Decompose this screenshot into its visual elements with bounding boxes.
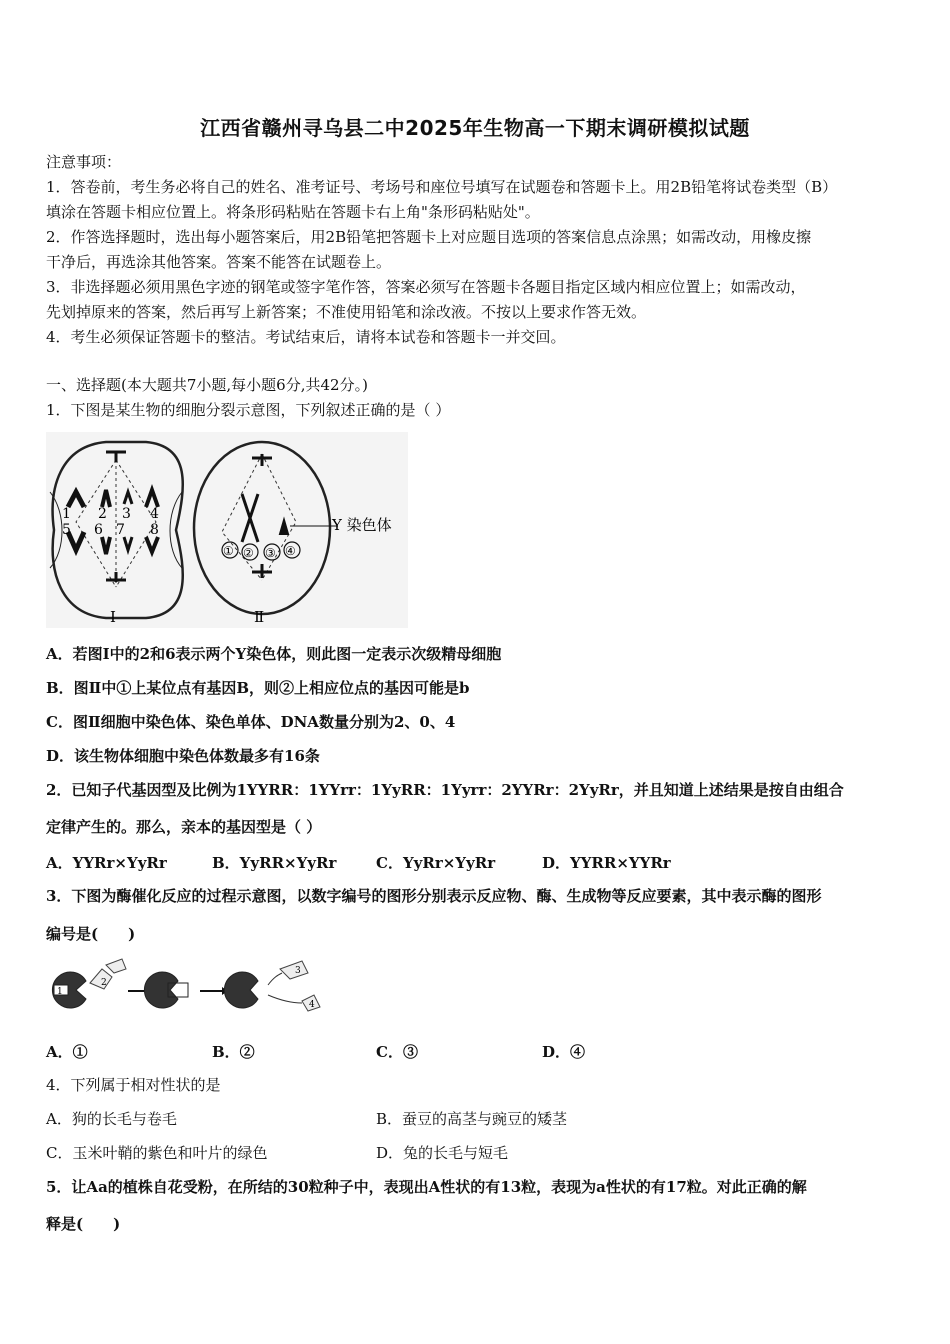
fig-label-II: Ⅱ bbox=[254, 608, 265, 626]
q1-option-c[interactable]: C．图Ⅱ细胞中染色体、染色单体、DNA数量分别为2、0、4 bbox=[46, 713, 456, 731]
notice-line: 4．考生必须保证答题卡的整洁。考试结束后，请将本试卷和答题卡一并交回。 bbox=[46, 328, 566, 346]
notice-line: 2．作答选择题时，选出每小题答案后，用2B铅笔把答题卡上对应题目选项的答案信息点涂黑；如需改动，用橡皮擦 bbox=[46, 228, 812, 246]
q3-option-d[interactable]: D．④ bbox=[542, 1043, 586, 1061]
q1-option-a[interactable]: A．若图Ⅰ中的2和6表示两个Y染色体，则此图一定表示次级精母细胞 bbox=[46, 645, 502, 663]
q5-stem-line2: 释是( ) bbox=[46, 1215, 121, 1233]
q1-stem: 1．下图是某生物的细胞分裂示意图，下列叙述正确的是（ ） bbox=[46, 401, 451, 419]
q2-stem-line1: 2．已知子代基因型及比例为1YYRR：1YYrr：1YyRR：1Yyrr：2YYRr：2YyRr，并且知道上述结果是按自由组合 bbox=[46, 781, 844, 799]
fig-number: 3 bbox=[122, 506, 131, 522]
q1-option-b[interactable]: B．图Ⅱ中①上某位点有基因B，则②上相应位点的基因可能是b bbox=[46, 679, 470, 697]
q2-option-d[interactable]: D．YYRR×YYRr bbox=[542, 854, 671, 872]
fig-circle-3: ③ bbox=[265, 546, 276, 560]
notice-line: 填涂在答题卡相应位置上。将条形码粘贴在答题卡右上角"条形码粘贴处"。 bbox=[46, 203, 540, 221]
q4-option-b[interactable]: B．蚕豆的高茎与豌豆的矮茎 bbox=[376, 1110, 568, 1128]
q2-option-b[interactable]: B．YyRR×YyRr bbox=[212, 854, 337, 872]
notice-line: 干净后，再选涂其他答案。答案不能答在试题卷上。 bbox=[46, 253, 392, 271]
q4-option-a[interactable]: A．狗的长毛与卷毛 bbox=[46, 1110, 177, 1128]
notice-line: 先划掉原来的答案，然后再写上新答案；不准使用铅笔和涂改液。不按以上要求作答无效。 bbox=[46, 303, 647, 321]
fig-label-I: Ⅰ bbox=[110, 608, 116, 626]
fig-circle-2: ② bbox=[243, 546, 254, 560]
q4-option-d[interactable]: D．兔的长毛与短毛 bbox=[376, 1144, 509, 1162]
fig-number: 3 bbox=[295, 966, 301, 976]
notice-heading: 注意事项： bbox=[46, 153, 122, 171]
enzyme-reaction-figure bbox=[46, 955, 331, 1020]
q5-stem-line1: 5．让Aa的植株自花受粉，在所结的30粒种子中，表现出A性状的有13粒，表现为a性状的有17粒。对此正确的解 bbox=[46, 1178, 807, 1196]
fig-number: 1 bbox=[57, 987, 63, 997]
notice-line: 1．答卷前，考生务必将自己的姓名、准考证号、考场号和座位号填写在试题卷和答题卡上。用2B铅笔将试卷类型（B） bbox=[46, 178, 838, 196]
fig-number: 6 bbox=[94, 522, 103, 538]
q4-stem: 4．下列属于相对性状的是 bbox=[46, 1076, 221, 1094]
fig-number: 2 bbox=[98, 506, 107, 522]
fig-number: 7 bbox=[116, 522, 125, 538]
q2-option-a[interactable]: A．YYRr×YyRr bbox=[46, 854, 167, 872]
page-title: 江西省赣州寻乌县二中2025年生物高一下期末调研模拟试题 bbox=[200, 116, 750, 140]
notice-line: 3．非选择题必须用黑色字迹的钢笔或签字笔作答，答案必须写在答题卡各题目指定区域内相应位置上；如需改动， bbox=[46, 278, 806, 296]
q1-option-d[interactable]: D．该生物体细胞中染色体数最多有16条 bbox=[46, 747, 320, 765]
section-heading: 一、选择题(本大题共7小题,每小题6分,共42分。) bbox=[46, 376, 368, 394]
fig-y-label: Y 染色体 bbox=[332, 516, 392, 534]
q2-stem-line2: 定律产生的。那么，亲本的基因型是（ ） bbox=[46, 818, 322, 836]
q3-option-a[interactable]: A．① bbox=[46, 1043, 88, 1061]
fig-circle-4: ④ bbox=[285, 544, 296, 558]
q2-option-c[interactable]: C．YyRr×YyRr bbox=[376, 854, 496, 872]
fig-number: 5 bbox=[62, 522, 71, 538]
q3-stem-line2: 编号是( ) bbox=[46, 925, 136, 943]
fig-number: 4 bbox=[150, 506, 159, 522]
q4-option-c[interactable]: C．玉米叶鞘的紫色和叶片的绿色 bbox=[46, 1144, 268, 1162]
fig-circle-1: ① bbox=[223, 544, 234, 558]
fig-number: 1 bbox=[62, 506, 71, 522]
q3-option-c[interactable]: C．③ bbox=[376, 1043, 418, 1061]
cell-division-figure bbox=[46, 432, 408, 628]
fig-number: 4 bbox=[309, 1000, 315, 1010]
fig-number: 8 bbox=[150, 522, 159, 538]
q3-option-b[interactable]: B．② bbox=[212, 1043, 255, 1061]
fig-number: 2 bbox=[101, 978, 107, 988]
q3-stem-line1: 3．下图为酶催化反应的过程示意图，以数字编号的图形分别表示反应物、酶、生成物等反应要素，其中表示酶的图形 bbox=[46, 887, 822, 905]
